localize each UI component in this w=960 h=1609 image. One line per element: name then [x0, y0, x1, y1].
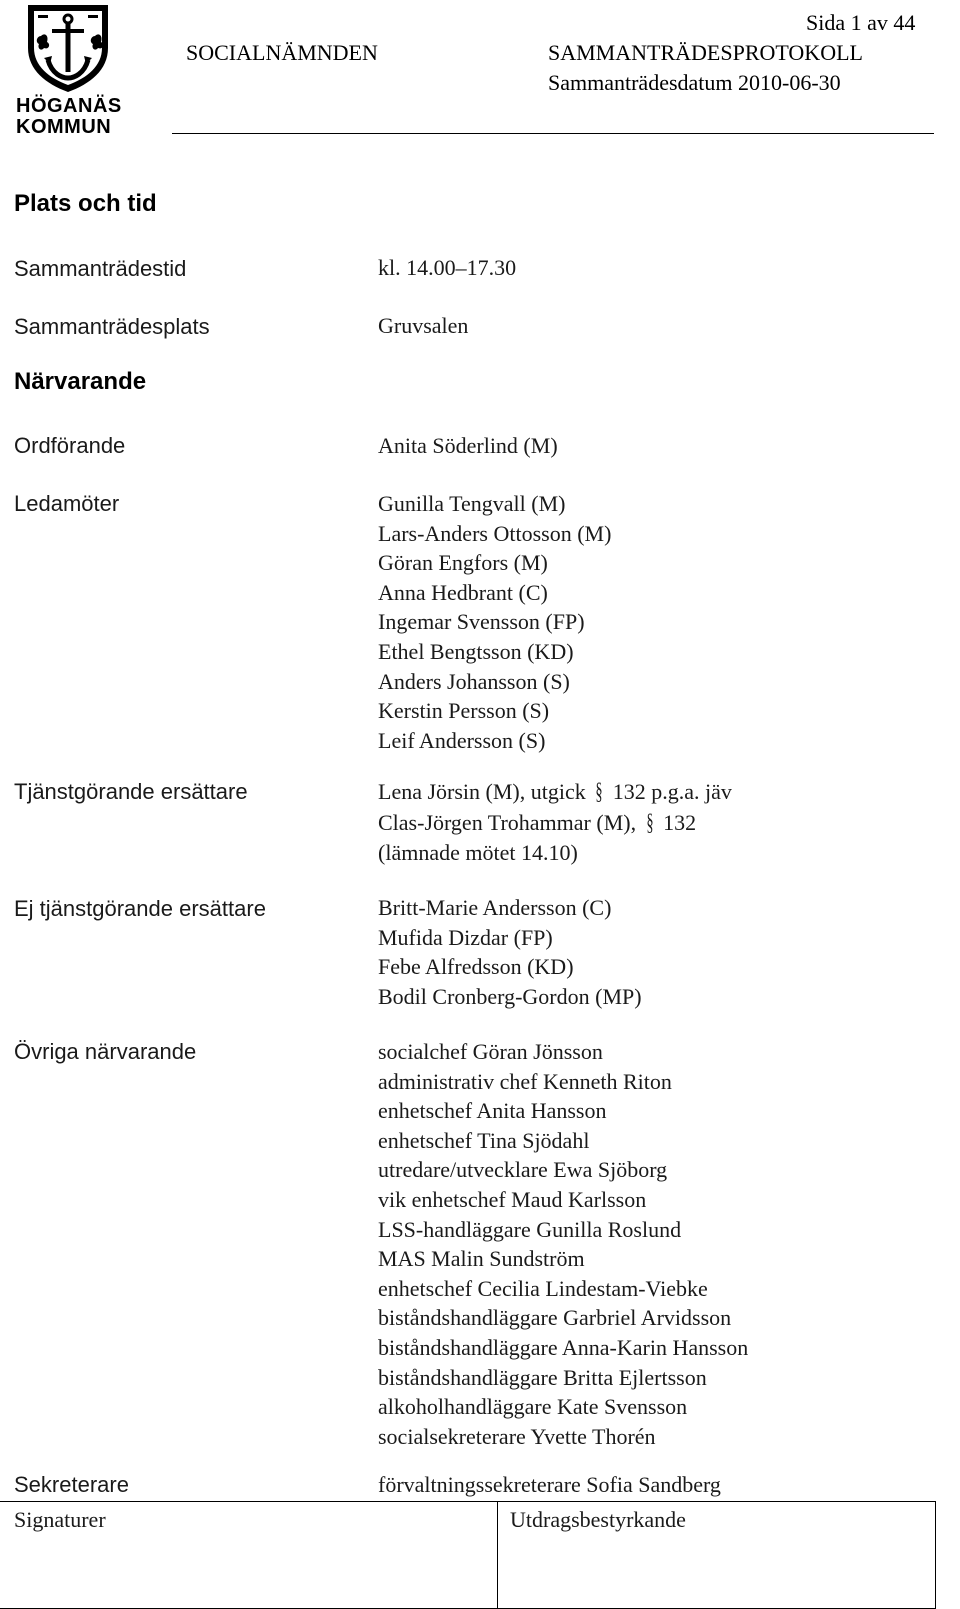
org-name: SOCIALNÄMNDEN	[186, 40, 378, 65]
list-item: Kerstin Persson (S)	[378, 698, 550, 724]
list-item: alkoholhandläggare Kate Svensson	[378, 1394, 688, 1420]
secretary-label: Sekreterare	[14, 1472, 129, 1497]
list-item: biståndshandläggare Garbriel Arvidsson	[378, 1305, 732, 1331]
page-number: Sida 1 av 44	[806, 10, 916, 35]
secretary-value: förvaltningssekreterare Sofia Sandberg	[378, 1472, 721, 1497]
others-present-list	[378, 1037, 748, 1451]
list-item: Bodil Cronberg-Gordon (MP)	[378, 983, 642, 1009]
list-item: socialchef Göran Jönsson	[378, 1039, 603, 1064]
list-item: utredare/utvecklare Ewa Sjöborg	[378, 1157, 668, 1183]
list-item: Febe Alfredsson (KD)	[378, 954, 574, 980]
coat-of-arms-icon	[14, 2, 122, 94]
meeting-date: Sammanträdesdatum 2010-06-30	[548, 70, 841, 95]
others-present-label: Övriga närvarande	[14, 1039, 197, 1064]
serving-substitutes-list	[378, 777, 732, 868]
list-item: Anna Hedbrant (C)	[378, 579, 548, 605]
document-type: SAMMANTRÄDESPROTOKOLL	[548, 40, 863, 65]
members-list	[378, 489, 611, 755]
list-item: biståndshandläggare Britta Ejlertsson	[378, 1364, 707, 1390]
list-item: Lars-Anders Ottosson (M)	[378, 520, 612, 546]
logo-text-line1: HÖGANÄS	[16, 95, 122, 117]
members-label: Ledamöter	[14, 491, 120, 516]
extract-certification-label: Utdragsbestyrkande	[510, 1507, 686, 1532]
serving-sub-2-name: Clas-Jörgen Trohammar (M),	[378, 809, 637, 835]
list-item: Anders Johansson (S)	[378, 668, 570, 694]
list-item: socialsekreterare Yvette Thorén	[378, 1423, 656, 1449]
meeting-time-label: Sammanträdestid	[14, 256, 187, 281]
serving-sub-2-note: 132	[663, 809, 697, 835]
list-item: LSS-handläggare Gunilla Roslund	[378, 1216, 682, 1242]
nonserving-substitutes-list	[378, 893, 642, 1011]
chair-label: Ordförande	[14, 433, 126, 458]
list-item: Ingemar Svensson (FP)	[378, 609, 585, 635]
list-item: Britt-Marie Andersson (C)	[378, 895, 612, 920]
serving-sub-1-note: 132 p.g.a. jäv	[612, 779, 732, 804]
list-item	[378, 808, 732, 839]
paragraph-mark: §	[595, 779, 603, 805]
meeting-time-value: kl. 14.00–17.30	[378, 255, 517, 280]
header-rule	[172, 133, 934, 134]
list-item: Göran Engfors (M)	[378, 550, 548, 576]
list-item: enhetschef Tina Sjödahl	[378, 1127, 590, 1153]
meeting-place-value: Gruvsalen	[378, 313, 469, 338]
serving-substitutes-label: Tjänstgörande ersättare	[14, 779, 248, 804]
list-item: administrativ chef Kenneth Riton	[378, 1068, 672, 1094]
list-item	[378, 777, 732, 808]
signatures-label: Signaturer	[14, 1507, 106, 1532]
list-item: enhetschef Cecilia Lindestam-Viebke	[378, 1275, 708, 1301]
list-item: (lämnade mötet 14.10)	[378, 840, 578, 866]
list-item: MAS Malin Sundström	[378, 1246, 585, 1272]
section-heading-present: Närvarande	[14, 368, 147, 395]
list-item: biståndshandläggare Anna-Karin Hansson	[378, 1334, 749, 1360]
nonserving-substitutes-label: Ej tjänstgörande ersättare	[14, 896, 266, 921]
list-item: Ethel Bengtsson (KD)	[378, 638, 574, 664]
meeting-place-label: Sammanträdesplats	[14, 314, 210, 339]
list-item: vik enhetschef Maud Karlsson	[378, 1186, 647, 1212]
paragraph-mark: §	[645, 809, 654, 836]
logo-text-line2: KOMMUN	[16, 116, 112, 138]
list-item: Leif Andersson (S)	[378, 727, 546, 753]
serving-sub-1-name: Lena Jörsin (M), utgick	[378, 779, 586, 804]
municipality-logo	[14, 2, 122, 138]
list-item: Gunilla Tengvall (M)	[378, 491, 566, 516]
list-item: Mufida Dizdar (FP)	[378, 924, 553, 950]
chair-value: Anita Söderlind (M)	[378, 433, 558, 458]
section-heading-time-place: Plats och tid	[14, 190, 157, 217]
list-item: enhetschef Anita Hansson	[378, 1098, 607, 1124]
